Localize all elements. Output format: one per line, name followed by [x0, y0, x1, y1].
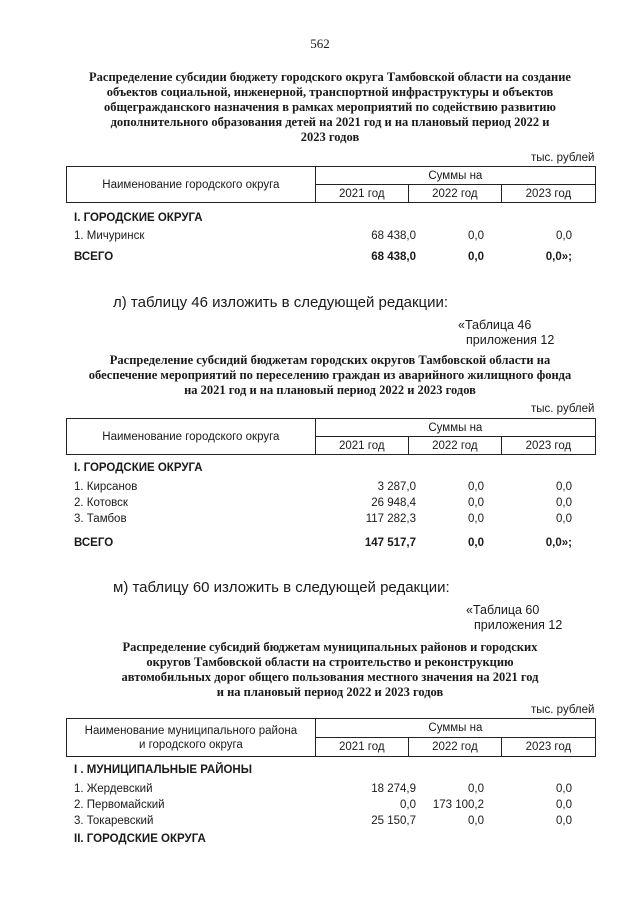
table1-year-2022: 2022 год	[408, 185, 501, 203]
table3-caption	[466, 603, 562, 633]
table1-title-line: общегражданского назначения в рамках мероприятий по содействию развитию	[104, 100, 556, 114]
table2-section: I. ГОРОДСКИЕ ОКРУГА	[74, 462, 203, 474]
table-row	[66, 815, 596, 831]
total-value-2021: 68 438,0	[371, 251, 416, 263]
table1-sums-header: Суммы на	[315, 167, 595, 185]
table2-caption-line: «Таблица 46	[458, 318, 532, 332]
row-name: 2. Котовск	[74, 497, 128, 509]
table1-title-line: Распределение субсидии бюджету городского округа Тамбовской области на создание	[89, 70, 571, 84]
row-name: 2. Первомайский	[74, 799, 165, 811]
instruction-l: л) таблицу 46 изложить в следующей редакции:	[113, 294, 449, 311]
table1-name-header: Наименование городского округа	[67, 167, 316, 203]
table-row	[66, 230, 596, 246]
table3-year-2023: 2023 год	[501, 738, 595, 757]
row-name: 1. Мичуринск	[74, 230, 145, 242]
page-number: 562	[310, 36, 330, 51]
total-value-2021: 147 517,7	[364, 537, 416, 549]
table2-caption-line: приложения 12	[466, 333, 555, 347]
total-label: ВСЕГО	[74, 251, 114, 263]
table3-title	[60, 640, 600, 700]
table-total-row	[66, 251, 596, 267]
table3-caption-line: приложения 12	[474, 618, 563, 632]
row-value-2023: 0,0	[556, 815, 572, 827]
row-value-2021: 0,0	[400, 799, 416, 811]
row-value-2022: 0,0	[468, 783, 484, 795]
row-value-2023: 0,0	[556, 799, 572, 811]
table3-year-2022: 2022 год	[408, 738, 501, 757]
table1-title-line: дополнительного образования детей на 2021 год и на плановый период 2022 и	[110, 115, 550, 129]
table3-header	[66, 718, 596, 757]
table2-title-line: обеспечение мероприятий по переселению граждан из аварийного жилищного фонда	[88, 368, 572, 382]
table-row	[66, 783, 596, 799]
table3-caption-line: «Таблица 60	[466, 603, 540, 617]
table3-section1: I . МУНИЦИПАЛЬНЫЕ РАЙОНЫ	[74, 764, 252, 776]
total-value-2022: 0,0	[468, 537, 484, 549]
total-value-2023: 0,0»;	[545, 251, 572, 263]
table-row	[66, 497, 596, 513]
total-value-2023: 0,0»;	[545, 537, 572, 549]
row-value-2023: 0,0	[556, 783, 572, 795]
table3-title-line: округов Тамбовской области на строительство и реконструкцию	[146, 655, 514, 669]
row-name: 1. Жердевский	[74, 783, 153, 795]
row-value-2021: 68 438,0	[371, 230, 416, 242]
table3-year-2021: 2021 год	[315, 738, 408, 757]
row-name: 3. Токаревский	[74, 815, 154, 827]
table3-name-header	[67, 719, 316, 757]
table1-header	[66, 166, 596, 203]
table1-units: тыс. рублей	[531, 152, 595, 164]
row-value-2023: 0,0	[556, 481, 572, 493]
table1-title-line: объектов социальной, инженерной, транспортной инфраструктуры и объектов	[106, 85, 554, 99]
table2-title-line: на 2021 год и на плановый период 2022 и 2023 годов	[184, 383, 476, 397]
table1-title-line: 2023 годов	[300, 130, 360, 144]
table-row	[66, 481, 596, 497]
table2-year-2021: 2021 год	[315, 437, 408, 455]
row-value-2023: 0,0	[556, 513, 572, 525]
row-value-2021: 18 274,9	[371, 783, 416, 795]
table3-title-line: Распределение субсидий бюджетам муниципальных районов и городских	[122, 640, 538, 654]
table2-title	[60, 353, 600, 398]
table1-title	[60, 70, 600, 145]
row-value-2022: 0,0	[468, 513, 484, 525]
table1-year-2023: 2023 год	[501, 185, 595, 203]
table2-year-2022: 2022 год	[408, 437, 501, 455]
row-value-2021: 26 948,4	[371, 497, 416, 509]
table3-name-header-line: и городского округа	[138, 738, 243, 751]
table-total-row	[66, 537, 596, 553]
row-name: 3. Тамбов	[74, 513, 127, 525]
table2-year-2023: 2023 год	[501, 437, 595, 455]
table-row	[66, 799, 596, 815]
table2-title-line: Распределение субсидий бюджетам городских округов Тамбовской области на	[109, 353, 551, 367]
table2-caption	[458, 318, 554, 348]
row-value-2021: 3 287,0	[377, 481, 416, 493]
row-value-2021: 25 150,7	[371, 815, 416, 827]
row-name: 1. Кирсанов	[74, 481, 138, 493]
table2-header	[66, 418, 596, 455]
total-value-2022: 0,0	[468, 251, 484, 263]
table3-name-header-line: Наименование муниципального района	[84, 724, 298, 737]
total-label: ВСЕГО	[74, 537, 114, 549]
table3-title-line: автомобильных дорог общего пользования местного значения на 2021 год	[121, 670, 539, 684]
table3-units: тыс. рублей	[531, 704, 595, 716]
table1-year-2021: 2021 год	[315, 185, 408, 203]
row-value-2023: 0,0	[556, 230, 572, 242]
row-value-2022: 173 100,2	[432, 799, 484, 811]
table2-name-header: Наименование городского округа	[67, 419, 316, 455]
table2-sums-header: Суммы на	[315, 419, 595, 437]
row-value-2021: 117 282,3	[365, 513, 416, 525]
row-value-2023: 0,0	[556, 497, 572, 509]
instruction-m: м) таблицу 60 изложить в следующей редакции:	[113, 579, 450, 596]
row-value-2022: 0,0	[468, 230, 484, 242]
row-value-2022: 0,0	[468, 481, 484, 493]
row-value-2022: 0,0	[468, 497, 484, 509]
table3-title-line: и на плановый период 2022 и 2023 годов	[216, 685, 444, 699]
row-value-2022: 0,0	[468, 815, 484, 827]
table3-section2: II. ГОРОДСКИЕ ОКРУГА	[74, 833, 206, 845]
table1-section: I. ГОРОДСКИЕ ОКРУГА	[74, 212, 203, 224]
table3-sums-header: Суммы на	[315, 719, 595, 738]
table-row	[66, 513, 596, 529]
table2-units: тыс. рублей	[531, 403, 595, 415]
